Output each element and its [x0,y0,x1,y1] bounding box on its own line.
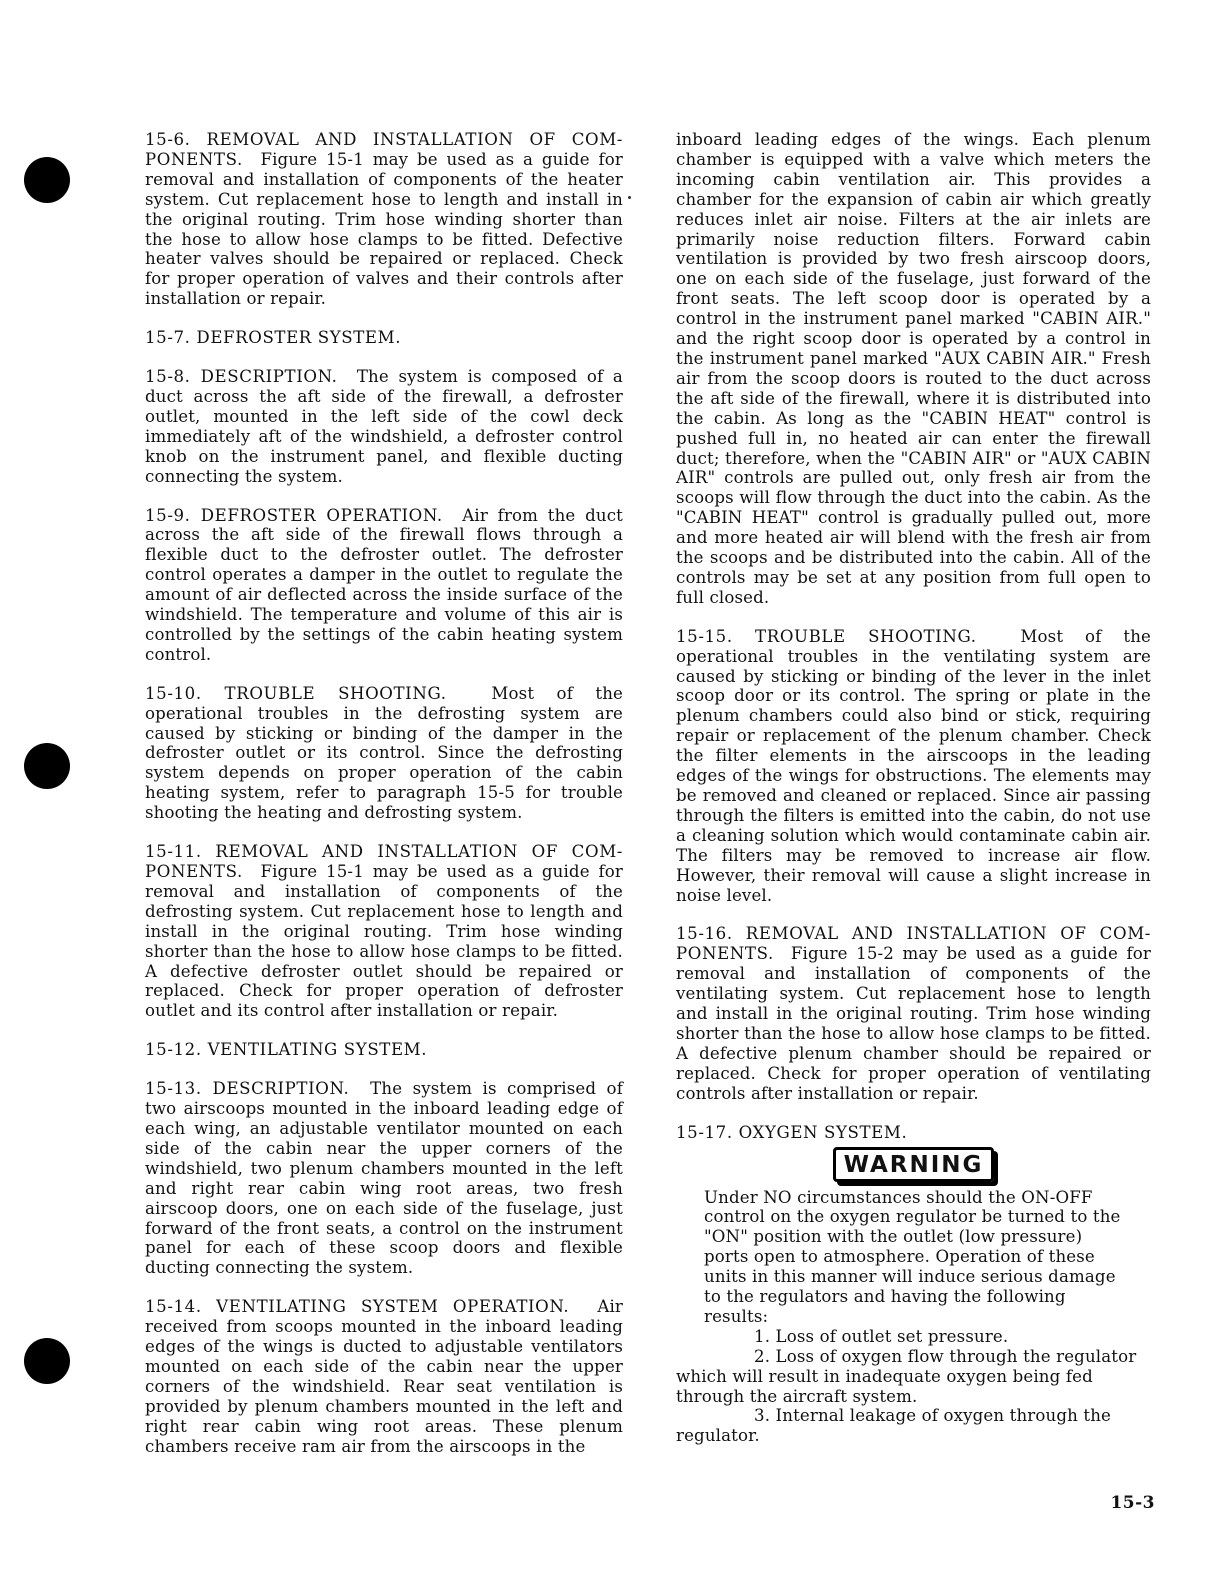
warning-banner [676,1147,1151,1182]
section-heading: 15-16. REMOVAL AND INSTALLATION OF COM-PONENTS. [676,924,1151,964]
paragraph-text: Air received from scoops mounted in the inboard leading edges of the wings is ducted to adjustable ventilators mounted on each side of the cabin near the upper corners of the windshield. Rear seat ventilation is provided by plenum chambers mounted in the left and right rear cabin wing root areas. These plenum chambers receive ram air from the airscoops in the [145,1297,623,1456]
binder-hole [24,1338,70,1384]
list-item: 3. Internal leakage of oxygen through the regulator. [676,1406,1112,1446]
paragraph-15-8 [145,367,623,486]
section-heading: 15-10. TROUBLE SHOOTING. [145,683,447,703]
heading-15-12: 15-12. VENTILATING SYSTEM. [145,1040,428,1060]
right-column [676,130,1151,1446]
warning-text: Under NO circumstances should the ON-OFF control on the oxygen regulator be turned to the "ON" position with the outlet (low pressure) ports open to atmosphere. Operation of these units in this manner will induce serious damage to the regulators and having the following results: [704,1187,1121,1326]
paragraph-text: The system is comprised of two airscoops mounted in the inboard leading edge of each wing, an adjustable ventilator mounted on each side of the cabin near the upper corners of the windshield, two plenum chambers mounted in the left and right rear cabin wing root areas, two fresh airscoop doors, one on each side of the fuselage, just forward of the front seats, a control on the instrument panel for each of these scoop doors and flexible ducting connecting the system. [145,1079,623,1278]
paragraph-15-16 [676,924,1151,1103]
paragraph-text: Figure 15-1 may be used as a guide for removal and installation of components of the defrosting system. Cut replacement hose to length and install in the original routing. Trim hose winding shorter than the hose to allow hose clamps to be fitted. A defective defroster outlet should be repaired or replaced. Check for proper operation of defroster outlet and its control after installation or repair. [145,862,623,1021]
paragraph-15-13 [145,1079,623,1278]
binder-hole [24,157,70,203]
warning-label: WARNING [833,1147,995,1182]
section-heading: 15-14. VENTILATING SYSTEM OPERATION. [145,1297,570,1317]
paragraph-text: The system is composed of a duct across the aft side of the firewall, a defroster outlet, mounted in the left side of the cowl deck immediately aft of the windshield, a defroster control knob on the instrument panel, and flexible ducting connecting the system. [145,367,623,486]
paragraph-15-6 [145,130,623,309]
heading-15-7: 15-7. DEFROSTER SYSTEM. [145,328,402,348]
stray-mark [628,196,631,199]
paragraph-text: Most of the operational troubles in the defrosting system are caused by sticking or binding of the damper in the defroster outlet or its control. Since the defrosting system depends on proper operation of the cabin heating system, refer to paragraph 15-5 for trouble shooting the heating and defrosting system. [145,683,624,823]
section-heading: 15-13. DESCRIPTION. [145,1079,350,1099]
paragraph-15-9 [145,506,623,665]
section-heading: 15-15. TROUBLE SHOOTING. [676,626,977,646]
paragraph-15-11 [145,842,623,1021]
section-heading: 15-9. DEFROSTER OPERATION. [145,505,443,525]
section-heading: 15-11. REMOVAL AND INSTALLATION OF COM-PONENTS. [145,842,623,881]
paragraph-text: Figure 15-2 may be used as a guide for removal and installation of components of the ventilating system. Cut replacement hose to length and install in the original routing. Trim hose winding shorter than the hose to allow hose clamps to be fitted. A defective plenum chamber should be repaired or replaced. Check for proper operation of ventilating controls after installation or repair. [676,944,1151,1103]
list-item: 1. Loss of outlet set pressure. [754,1326,1009,1346]
section-heading: 15-8. DESCRIPTION. [145,367,338,387]
paragraph-text: inboard leading edges of the wings. Each plenum chamber is equipped with a valve which meters the incoming cabin ventilation air. This provides a chamber for the expansion of cabin air which greatly reduces inlet air noise. Filters at the air inlets are primarily noise reduction filters. Forward cabin ventilation is provided by two fresh airscoop doors, one on each side of the fuselage, just forward of the front seats. The left scoop door is operated by a control in the instrument panel marked "CABIN AIR." and the right scoop door is operated by a control in the instrument panel marked "AUX CABIN AIR." Fresh air from the scoop doors is routed to the duct across the aft side of the firewall, where it is distributed into the cabin. As long as the "CABIN HEAT" control is pushed full in, no heated air can enter the firewall duct; therefore, when the "CABIN AIR" or "AUX CABIN AIR" controls are pulled out, only fresh air from the scoops will flow through the duct into the cabin. As the "CABIN HEAT" control is gradually pulled out, more and more heated air will blend with the fresh air from the scoops and be distributed into the cabin. All of the controls may be set at any position from full open to full closed. [676,130,1151,607]
section-heading: 15-6. REMOVAL AND INSTALLATION OF COM-PONENTS. [145,130,623,169]
paragraph-15-14 [145,1297,623,1456]
heading-15-17: 15-17. OXYGEN SYSTEM. [676,1122,908,1142]
paragraph-text: Most of the operational troubles in the ventilating system are caused by sticking or binding of the lever in the inlet scoop door or its control. The spring or plate in the plenum chambers could also bind or stick, requiring repair or replacement of the plenum chamber. Check the filter elements in the airscoops in the leading edges of the wings for obstructions. The elements may be removed and cleaned or replaced. Since air passing through the filters is emitted into the cabin, do not use a cleaning solution which would contaminate cabin air. The filters may be removed to increase air flow. However, their removal will cause a slight increase in noise level. [676,626,1152,905]
warning-results-list [676,1327,1151,1446]
paragraph-text: Figure 15-1 may be used as a guide for removal and installation of components of the heater system. Cut replacement hose to length and install in the original routing. Trim hose winding shorter than the hose to allow hose clamps to be fitted. Defective heater valves should be repaired or replaced. Check for proper operation of valves and their controls after installation or repair. [145,149,623,309]
paragraph-15-10 [145,684,623,823]
list-item: 2. Loss of oxygen flow through the regulator which will result in inadequate oxygen being fed through the aircraft system. [676,1346,1137,1406]
binder-hole [24,743,70,789]
paragraph-15-15 [676,627,1151,906]
paragraph-15-14-continued [676,130,1151,608]
paragraph-text: Air from the duct across the aft side of the firewall flows through a flexible duct to the defroster outlet. The defroster control operates a damper in the outlet to regulate the amount of air deflected across the inside surface of the windshield. The temperature and volume of this air is controlled by the settings of the cabin heating system control. [145,505,623,664]
left-column [145,130,623,1475]
page-number: 15-3 [1110,1493,1155,1513]
